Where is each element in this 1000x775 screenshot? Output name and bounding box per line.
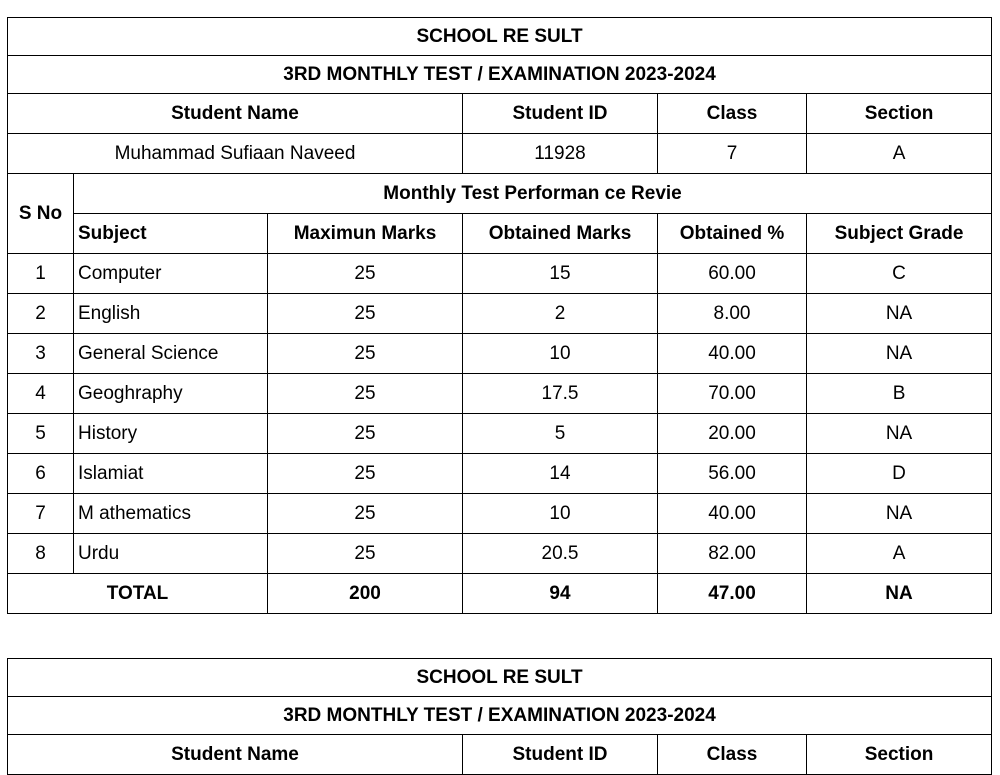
subject-cell: M athematics [74,494,268,534]
student-header-row [8,94,992,134]
obtained-percent-cell: 40.00 [658,494,807,534]
total-label: TOTAL [8,574,268,614]
exam-title: 3RD MONTHLY TEST / EXAMINATION 2023-2024 [8,697,992,735]
sno-header: S No [8,174,74,254]
student-header-row [8,735,992,775]
subject-cell: General Science [74,334,268,374]
obtained-marks-cell: 10 [463,494,658,534]
subject-grade-cell: B [807,374,992,414]
student-name-header: Student Name [8,735,463,775]
class-header: Class [658,94,807,134]
subject-cell: Islamiat [74,454,268,494]
subject-grade-cell: NA [807,294,992,334]
exam-title: 3RD MONTHLY TEST / EXAMINATION 2023-2024 [8,56,992,94]
student-id-header: Student ID [463,735,658,775]
subject-grade-cell: A [807,534,992,574]
class-header: Class [658,735,807,775]
student-id-value: 11928 [463,134,658,174]
total-grade: NA [807,574,992,614]
sno-cell: 8 [8,534,74,574]
subject-cell: Computer [74,254,268,294]
exam-row [8,697,992,735]
max-marks-cell: 25 [268,534,463,574]
obtained-marks-cell: 20.5 [463,534,658,574]
class-value: 7 [658,134,807,174]
obtained-marks-cell: 5 [463,414,658,454]
obtained-percent-header: Obtained % [658,214,807,254]
obtained-percent-cell: 8.00 [658,294,807,334]
subject-cell: History [74,414,268,454]
student-name-header: Student Name [8,94,463,134]
title-row [8,659,992,697]
max-marks-cell: 25 [268,454,463,494]
max-marks-cell: 25 [268,494,463,534]
subject-header: Subject [74,214,268,254]
max-marks-header: Maximun Marks [268,214,463,254]
obtained-marks-cell: 15 [463,254,658,294]
max-marks-cell: 25 [268,414,463,454]
review-header-row [8,174,992,214]
subject-grade-cell: NA [807,494,992,534]
table-row [8,294,992,334]
student-name-value: Muhammad Sufiaan Naveed [8,134,463,174]
max-marks-cell: 25 [268,294,463,334]
max-marks-cell: 25 [268,374,463,414]
column-header-row [8,214,992,254]
obtained-percent-cell: 40.00 [658,334,807,374]
table-row [8,414,992,454]
total-row [8,574,992,614]
subject-cell: English [74,294,268,334]
subject-cell: Geoghraphy [74,374,268,414]
table-row [8,494,992,534]
obtained-percent-cell: 70.00 [658,374,807,414]
result-sheet-2 [7,658,992,775]
total-percent: 47.00 [658,574,807,614]
exam-row [8,56,992,94]
sno-cell: 2 [8,294,74,334]
subject-grade-cell: NA [807,414,992,454]
student-info-row [8,134,992,174]
max-marks-cell: 25 [268,334,463,374]
obtained-percent-cell: 60.00 [658,254,807,294]
result-sheet [7,17,992,614]
sno-cell: 3 [8,334,74,374]
section-header: Section [807,94,992,134]
total-obtained: 94 [463,574,658,614]
max-marks-cell: 25 [268,254,463,294]
report-title: SCHOOL RE SULT [8,18,992,56]
total-max: 200 [268,574,463,614]
title-row [8,18,992,56]
subject-grade-cell: C [807,254,992,294]
sno-cell: 6 [8,454,74,494]
table-row [8,334,992,374]
obtained-percent-cell: 56.00 [658,454,807,494]
section-value: A [807,134,992,174]
obtained-marks-header: Obtained Marks [463,214,658,254]
subject-grade-cell: NA [807,334,992,374]
table-row [8,254,992,294]
subject-rows [8,254,992,574]
section-header: Section [807,735,992,775]
table-row [8,454,992,494]
obtained-marks-cell: 2 [463,294,658,334]
subject-grade-cell: D [807,454,992,494]
sno-cell: 7 [8,494,74,534]
obtained-marks-cell: 14 [463,454,658,494]
sno-cell: 5 [8,414,74,454]
subject-grade-header: Subject Grade [807,214,992,254]
sno-cell: 4 [8,374,74,414]
student-id-header: Student ID [463,94,658,134]
table-row [8,534,992,574]
obtained-marks-cell: 17.5 [463,374,658,414]
obtained-percent-cell: 82.00 [658,534,807,574]
table-row [8,374,992,414]
review-title: Monthly Test Performan ce Revie [74,174,992,214]
sno-cell: 1 [8,254,74,294]
obtained-marks-cell: 10 [463,334,658,374]
obtained-percent-cell: 20.00 [658,414,807,454]
report-title: SCHOOL RE SULT [8,659,992,697]
subject-cell: Urdu [74,534,268,574]
